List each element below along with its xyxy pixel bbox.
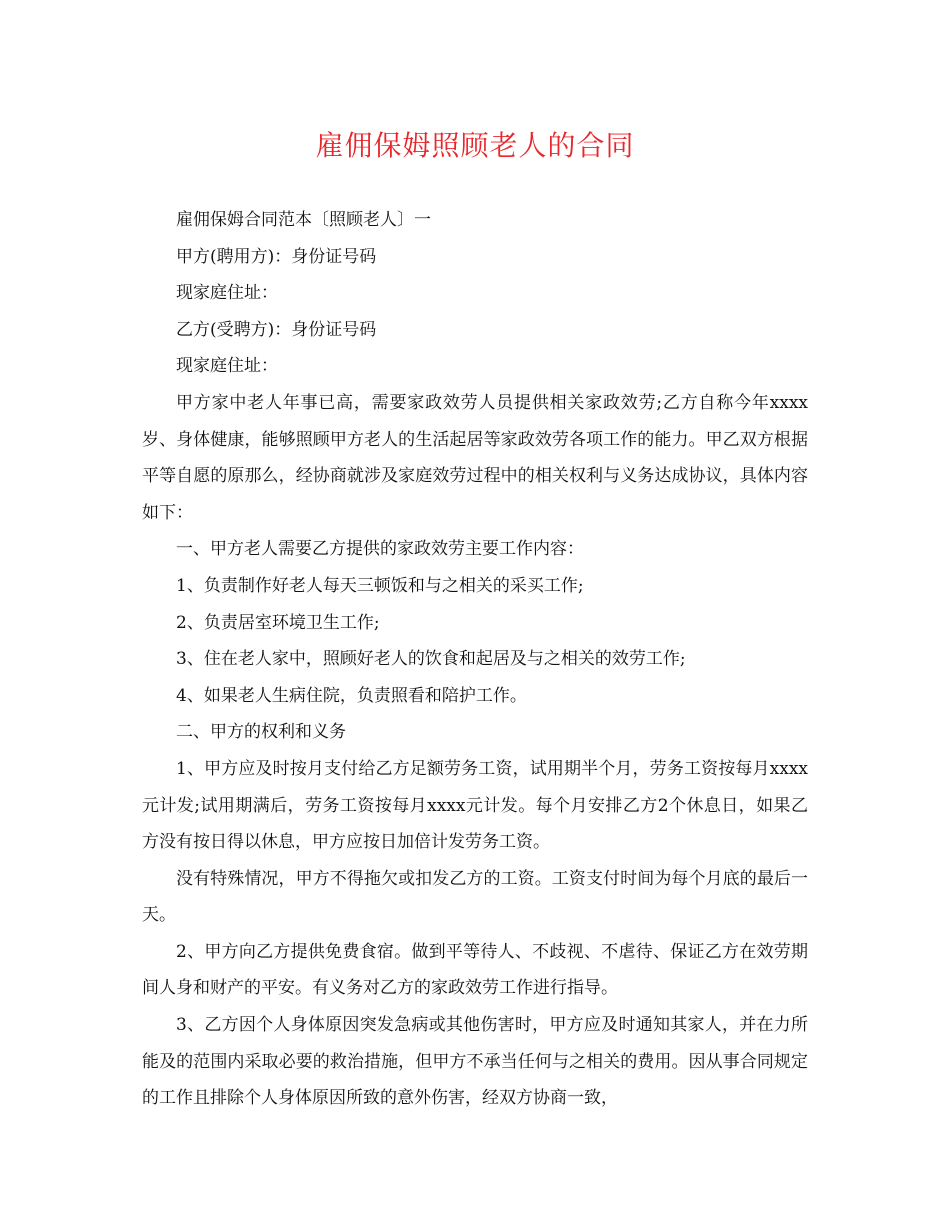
- section-heading-party-a-rights: 二、甲方的权利和义务: [176, 722, 346, 743]
- document-body: [142, 202, 808, 1117]
- clause-paragraph: 1、甲方应及时按月支付给乙方足额劳务工资，试用期半个月，劳务工资按每月xxxx元计发;试用期满后，劳务工资按每月xxxx元计发。每个月安排乙方2个休息日，如果乙方没有按日得以休息，甲方应按日加倍计发劳务工资。: [142, 758, 808, 853]
- paragraph-party-b: 乙方(受聘方)：身份证号码: [176, 319, 377, 340]
- list-item: 1、负责制作好老人每天三顿饭和与之相关的采买工作;: [176, 575, 584, 596]
- document-title: 雇佣保姆照顾老人的合同: [315, 129, 635, 162]
- paragraph-party-a-address: 现家庭住址：: [176, 283, 278, 304]
- list-item: 2、负责居室环境卫生工作;: [176, 612, 380, 633]
- paragraph-preamble: 甲方家中老人年事已高，需要家政效劳人员提供相关家政效劳;乙方自称今年xxxx岁、身体健康，能够照顾甲方老人的生活起居等家政效劳各项工作的能力。甲乙双方根据平等自愿的原那么，经协商就涉及家庭效劳过程中的相关权利与义务达成协议，具体内容如下：: [142, 392, 808, 523]
- paragraph-party-b-address: 现家庭住址：: [176, 356, 278, 377]
- section-heading-work-content: 一、甲方老人需要乙方提供的家政效劳主要工作内容：: [176, 539, 584, 560]
- list-item: 4、如果老人生病住院，负责照看和陪护工作。: [176, 685, 527, 706]
- clause-paragraph: 3、乙方因个人身体原因突发急病或其他伤害时，甲方应及时通知其家人，并在力所能及的范围内采取必要的救治措施，但甲方不承当任何与之相关的费用。因从事合同规定的工作且排除个人身体原因所致的意外伤害，经双方协商一致，: [142, 1015, 808, 1109]
- paragraph-party-a: 甲方(聘用方)：身份证号码: [176, 246, 377, 267]
- paragraph-contract-name: 雇佣保姆合同范本〔照顾老人〕一: [176, 210, 431, 230]
- clause-paragraph: 没有特殊情况，甲方不得拖欠或扣发乙方的工资。工资支付时间为每个月底的最后一天。: [142, 868, 808, 926]
- clause-paragraph: 2、甲方向乙方提供免费食宿。做到平等待人、不歧视、不虐待、保证乙方在效劳期间人身和财产的平安。有义务对乙方的家政效劳工作进行指导。: [142, 941, 808, 999]
- list-item: 3、住在老人家中，照顾好老人的饮食和起居及与之相关的效劳工作;: [176, 649, 686, 670]
